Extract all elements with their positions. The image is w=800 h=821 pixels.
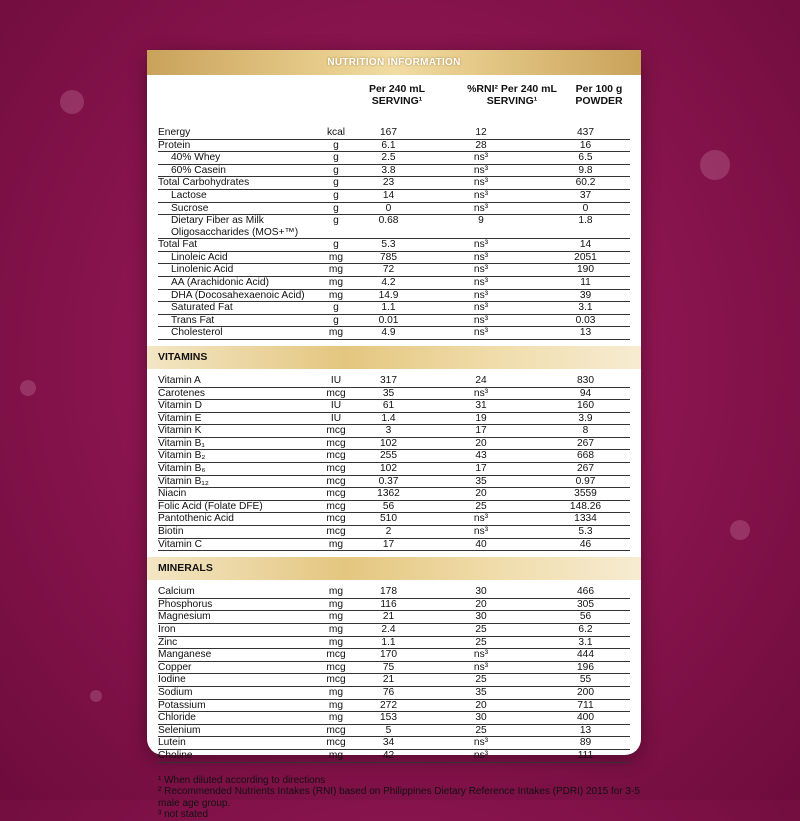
table-row [158, 400, 630, 413]
nutrient-unit: mcg [326, 437, 346, 449]
value-per-100g: 160 [577, 400, 594, 412]
table-row [158, 413, 630, 426]
column-header-per-serving [357, 83, 437, 107]
nutrient-name: 40% Whey [171, 152, 221, 164]
value-per-100g: 2051 [574, 251, 597, 263]
value-per-100g: 1.8 [578, 215, 593, 227]
value-per-100g: 8 [582, 425, 589, 437]
value-per-100g: 11 [580, 276, 591, 288]
nutrient-name: Phosphorus [158, 598, 213, 610]
value-rni: ns³ [473, 152, 489, 164]
nutrient-name: Biotin [158, 526, 184, 538]
value-rni: 20 [475, 699, 487, 711]
value-per-serving: 4.9 [381, 327, 396, 339]
column-header-line: %RNI² Per 240 mL [467, 83, 557, 95]
table-row [158, 476, 630, 489]
nutrient-name: Vitamin A [158, 374, 201, 386]
value-per-100g: 6.2 [578, 624, 593, 635]
nutrient-unit: g [333, 177, 339, 189]
table-row [158, 700, 630, 713]
value-rni: ns³ [473, 327, 489, 339]
value-per-100g: 0.03 [575, 314, 596, 326]
value-per-100g: 56 [579, 611, 592, 623]
value-per-serving: 56 [382, 500, 395, 512]
table-row [158, 302, 630, 315]
nutrient-unit: mcg [326, 724, 346, 736]
background-sparkle [730, 520, 750, 540]
nutrient-name: Total Carbohydrates [158, 177, 250, 189]
value-per-serving: 0.37 [378, 475, 399, 487]
value-rni: ns³ [473, 289, 489, 301]
value-rni: 25 [475, 724, 487, 736]
column-header-line: Per 240 mL [368, 83, 426, 95]
value-per-serving: 23 [382, 177, 395, 189]
column-header-line: SERVING¹ [371, 95, 423, 107]
table-row [158, 438, 630, 451]
nutrient-unit: mg [328, 586, 344, 598]
nutrient-name: AA (Arachidonic Acid) [171, 276, 269, 288]
value-rni: ns³ [473, 276, 489, 288]
value-per-100g: 39 [579, 289, 592, 301]
value-rni: ns³ [473, 737, 489, 749]
value-per-serving: 61 [382, 400, 395, 412]
nutrient-name: Total Fat [158, 239, 198, 251]
value-rni: 20 [475, 437, 487, 449]
table-row [158, 264, 630, 277]
table-row [158, 712, 630, 725]
nutrient-unit: mg [328, 251, 344, 263]
value-rni: ns³ [473, 649, 489, 661]
nutrient-unit: mg [328, 276, 344, 288]
nutrient-name: Vitamin D [158, 400, 202, 412]
nutrient-name: Vitamin E [158, 412, 202, 424]
value-per-serving: 0 [385, 202, 392, 214]
table-row [158, 611, 630, 624]
value-per-serving: 6.1 [381, 139, 396, 151]
value-per-serving: 167 [380, 127, 397, 138]
value-per-serving: 1.1 [381, 302, 396, 314]
value-per-serving: 0.01 [378, 314, 399, 326]
value-per-serving: 35 [382, 387, 395, 399]
value-per-serving: 0.68 [378, 215, 399, 227]
value-per-serving: 17 [382, 538, 395, 550]
value-rni: ns³ [473, 177, 489, 189]
nutrient-unit: g [333, 215, 339, 227]
value-per-100g: 89 [579, 737, 592, 749]
column-header-per-100g [557, 83, 641, 107]
value-per-100g: 60.2 [575, 177, 596, 189]
nutrient-unit: mg [328, 289, 344, 301]
nutrient-name: Lutein [158, 737, 186, 749]
value-per-100g: 196 [577, 661, 594, 673]
value-rni: ns³ [473, 264, 489, 276]
column-header-line: POWDER [575, 95, 623, 107]
nutrient-name: Niacin [158, 488, 187, 500]
value-per-serving: 21 [382, 611, 395, 623]
value-per-serving: 4.2 [381, 276, 396, 288]
table-row [158, 375, 630, 388]
value-rni: 25 [475, 636, 487, 648]
value-per-serving: 153 [380, 712, 397, 724]
value-per-100g: 3.1 [578, 302, 593, 314]
table-row [158, 737, 630, 750]
table-row [158, 140, 630, 153]
nutrient-name: Copper [158, 661, 192, 673]
nutrient-unit: mcg [326, 737, 346, 749]
nutrient-unit: mcg [326, 661, 346, 673]
value-per-serving: 510 [380, 513, 397, 525]
table-row [158, 252, 630, 265]
value-per-serving: 317 [380, 374, 397, 386]
nutrient-name: Chloride [158, 712, 196, 724]
nutrient-unit: mg [328, 686, 344, 698]
nutrient-unit: mg [328, 327, 344, 339]
value-rni: ns³ [473, 164, 489, 176]
value-per-100g: 3.1 [578, 636, 593, 648]
nutrient-unit: mg [328, 636, 344, 648]
value-per-100g: 3.9 [578, 412, 593, 424]
column-header-rni [457, 83, 567, 107]
value-per-100g: 267 [577, 463, 594, 475]
nutrient-unit: mcg [326, 674, 346, 686]
value-per-serving: 14 [382, 189, 395, 201]
nutrient-unit: g [333, 239, 339, 251]
nutrient-unit: mcg [326, 387, 346, 399]
table-row [158, 687, 630, 700]
value-per-100g: 94 [579, 387, 592, 399]
background-sparkle [20, 380, 36, 396]
value-per-serving: 102 [380, 463, 397, 475]
value-per-100g: 267 [577, 437, 594, 449]
value-rni: ns³ [473, 526, 489, 538]
value-rni: 24 [475, 374, 487, 386]
value-rni: ns³ [473, 202, 489, 214]
value-per-serving: 3 [385, 425, 392, 437]
value-rni: 12 [475, 127, 487, 138]
nutrient-unit: mg [328, 264, 344, 276]
footnote: ² Recommended Nutrients Intakes (RNI) based on Philippines Dietary Reference Intakes (PDRI) 2015 for 3-5 male age group. [158, 786, 640, 809]
value-per-serving: 272 [380, 699, 397, 711]
nutrient-unit: IU [330, 400, 342, 412]
value-rni: 17 [475, 463, 487, 475]
value-per-100g: 3559 [574, 488, 597, 500]
table-row [158, 165, 630, 178]
nutrient-name: Saturated Fat [171, 302, 233, 314]
value-per-100g: 668 [577, 450, 594, 462]
nutrient-unit: mg [328, 624, 344, 635]
nutrient-name: Sodium [158, 686, 193, 698]
nutrient-unit: mg [328, 749, 344, 761]
value-per-100g: 400 [577, 712, 594, 724]
value-per-serving: 178 [380, 586, 397, 598]
table-row [158, 450, 630, 463]
value-per-100g: 13 [579, 327, 592, 339]
value-rni: ns³ [473, 314, 489, 326]
nutrient-unit: g [333, 314, 339, 326]
table-row [158, 327, 630, 340]
nutrient-unit: mcg [326, 526, 346, 538]
value-per-100g: 46 [579, 538, 592, 550]
value-per-serving: 34 [382, 737, 395, 749]
table-row [158, 290, 630, 303]
nutrient-name: Linoleic Acid [171, 251, 228, 263]
value-per-100g: 148.26 [569, 500, 602, 512]
value-per-serving: 21 [382, 674, 395, 686]
value-per-100g: 13 [579, 724, 592, 736]
nutrient-name: Trans Fat [171, 314, 215, 326]
table-row [158, 388, 630, 401]
table-row [158, 501, 630, 514]
nutrient-name: Carotenes [158, 387, 206, 399]
value-per-serving: 1.1 [381, 636, 396, 648]
value-rni: ns³ [473, 513, 489, 525]
background-sparkle [60, 90, 84, 114]
nutrient-name: Potassium [158, 699, 206, 711]
nutrient-name: Linolenic Acid [171, 264, 234, 276]
nutrient-name: Protein [158, 139, 191, 151]
value-rni: ns³ [473, 189, 489, 201]
value-per-100g: 111 [577, 749, 594, 761]
value-per-100g: 437 [577, 127, 594, 138]
value-per-100g: 711 [577, 699, 594, 711]
value-per-serving: 1362 [377, 488, 400, 500]
nutrient-unit: g [333, 202, 339, 214]
value-rni: 30 [475, 586, 487, 598]
table-row [158, 624, 630, 637]
nutrient-unit: mg [328, 598, 344, 610]
nutrient-unit: IU [330, 412, 342, 424]
background-sparkle [700, 150, 730, 180]
table-row [158, 526, 630, 539]
section-minerals: MINERALS [147, 557, 641, 580]
section-vitamins: VITAMINS [147, 346, 641, 369]
table-row [158, 599, 630, 612]
table-row [158, 203, 630, 216]
nutrient-name: Vitamin B₁₂ [158, 475, 209, 487]
nutrient-name: Zinc [158, 636, 178, 648]
nutrient-unit: mcg [326, 649, 346, 661]
value-rni: ns³ [473, 387, 489, 399]
value-per-serving: 1.4 [381, 412, 396, 424]
value-per-100g: 16 [579, 139, 592, 151]
value-rni: 30 [475, 712, 487, 724]
nutrient-unit: mcg [326, 513, 346, 525]
value-per-100g: 1334 [574, 513, 597, 525]
value-per-100g: 0 [582, 202, 589, 214]
nutrient-unit: g [333, 139, 339, 151]
nutrient-name: Calcium [158, 586, 195, 598]
value-per-100g: 830 [577, 374, 594, 386]
value-per-100g: 200 [577, 686, 594, 698]
table-row [158, 152, 630, 165]
nutrient-name: Vitamin B₆ [158, 463, 206, 475]
value-per-100g: 5.3 [578, 526, 593, 538]
nutrient-name: Vitamin K [158, 425, 202, 437]
value-per-serving: 2.4 [381, 624, 396, 635]
vitamin-table [147, 375, 641, 551]
table-row [158, 750, 630, 763]
value-per-100g: 6.5 [578, 152, 593, 164]
table-row [158, 190, 630, 203]
value-rni: 28 [475, 139, 487, 151]
nutrient-name: Cholesterol [171, 327, 223, 339]
value-per-serving: 116 [380, 598, 397, 610]
value-rni: 31 [475, 400, 487, 412]
value-rni: 9 [478, 215, 484, 227]
nutrient-name: Pantothenic Acid [158, 513, 234, 525]
value-rni: 20 [475, 488, 487, 500]
table-row [158, 586, 630, 599]
nutrient-unit: mcg [326, 488, 346, 500]
nutrient-unit: g [333, 164, 339, 176]
value-per-100g: 9.8 [578, 164, 593, 176]
table-row [158, 215, 630, 239]
value-per-100g: 466 [577, 586, 594, 598]
nutrient-name: Iodine [158, 674, 186, 686]
nutrient-name: Energy [158, 127, 191, 138]
table-row [158, 463, 630, 476]
nutrient-name: DHA (Docosahexaenoic Acid) [171, 289, 305, 301]
nutrient-name: Folic Acid (Folate DFE) [158, 500, 263, 512]
nutrient-unit: mg [328, 538, 344, 550]
value-rni: 40 [475, 538, 487, 550]
table-row [158, 649, 630, 662]
nutrient-unit: mg [328, 699, 344, 711]
value-per-serving: 75 [382, 661, 395, 673]
nutrient-unit: mg [328, 611, 344, 623]
value-per-serving: 5.3 [381, 239, 396, 251]
value-rni: ns³ [473, 239, 489, 251]
nutrient-unit: g [333, 302, 339, 314]
value-per-serving: 5 [385, 724, 392, 736]
nutrient-unit: mcg [326, 463, 346, 475]
nutrient-name: Iron [158, 624, 176, 635]
table-row [158, 488, 630, 501]
nutrient-name: 60% Casein [171, 164, 226, 176]
table-row [158, 674, 630, 687]
table-row [158, 127, 630, 140]
column-headers [147, 75, 641, 127]
nutrient-unit: mcg [326, 475, 346, 487]
value-rni: 30 [475, 611, 487, 623]
nutrient-name: Manganese [158, 649, 212, 661]
card-title: NUTRITION INFORMATION [147, 50, 641, 75]
table-row [158, 725, 630, 738]
nutrient-unit: mcg [326, 450, 346, 462]
footnote: ³ not stated [158, 809, 209, 821]
nutrition-card [147, 50, 641, 821]
value-per-serving: 2 [385, 526, 392, 538]
value-rni: 17 [475, 425, 487, 437]
value-per-serving: 14.9 [378, 289, 399, 301]
value-rni: 20 [475, 598, 487, 610]
nutrient-unit: g [333, 152, 339, 164]
table-row [158, 539, 630, 552]
value-per-serving: 102 [380, 437, 397, 449]
value-per-serving: 72 [382, 264, 395, 276]
nutrient-table [147, 127, 641, 340]
table-row [158, 637, 630, 650]
nutrient-name: Selenium [158, 724, 201, 736]
nutrient-name: Dietary Fiber as Milk Oligosaccharides (MOS+™) [171, 215, 299, 238]
nutrient-name: Lactose [171, 189, 207, 201]
nutrient-name: Vitamin B₁ [158, 437, 205, 449]
value-rni: 35 [475, 475, 487, 487]
value-per-100g: 444 [577, 649, 594, 661]
value-per-serving: 170 [380, 649, 397, 661]
value-per-serving: 785 [380, 251, 397, 263]
nutrient-unit: mcg [326, 425, 346, 437]
value-rni: 25 [475, 674, 487, 686]
value-rni: 25 [475, 624, 487, 635]
column-header-line: SERVING¹ [486, 95, 538, 107]
value-per-100g: 190 [577, 264, 594, 276]
value-rni: ns³ [473, 251, 489, 263]
nutrient-unit: g [333, 189, 339, 201]
value-per-100g: 14 [579, 239, 592, 251]
value-per-100g: 37 [579, 189, 592, 201]
table-row [158, 513, 630, 526]
value-per-serving: 3.8 [381, 164, 396, 176]
value-rni: ns³ [473, 302, 489, 314]
mineral-table [147, 586, 641, 762]
table-row [158, 277, 630, 290]
nutrient-name: Sucrose [171, 202, 209, 214]
value-rni: ns³ [473, 749, 489, 761]
value-per-serving: 255 [380, 450, 397, 462]
nutrient-unit: IU [330, 374, 342, 386]
value-per-serving: 76 [382, 686, 395, 698]
nutrient-unit: kcal [326, 127, 346, 138]
nutrient-name: Vitamin B₂ [158, 450, 206, 462]
table-row [158, 662, 630, 675]
value-rni: 43 [475, 450, 487, 462]
table-row [158, 315, 630, 328]
nutrient-name: Choline [158, 749, 193, 761]
table-row [158, 177, 630, 190]
value-rni: 25 [475, 500, 487, 512]
column-header-line: Per 100 g [575, 83, 623, 95]
value-per-serving: 2.5 [381, 152, 396, 164]
value-per-100g: 55 [579, 674, 592, 686]
value-per-100g: 305 [577, 598, 594, 610]
background-sparkle [90, 690, 102, 702]
nutrient-unit: mg [328, 712, 344, 724]
nutrient-unit: mcg [326, 500, 346, 512]
footnotes [147, 763, 641, 821]
value-rni: 35 [475, 686, 487, 698]
footnote: ¹ When diluted according to directions [158, 774, 326, 786]
value-rni: ns³ [473, 661, 489, 673]
value-rni: 19 [475, 412, 487, 424]
value-per-100g: 0.97 [575, 475, 596, 487]
table-row [158, 239, 630, 252]
value-per-serving: 42 [382, 749, 395, 761]
nutrient-name: Magnesium [158, 611, 211, 623]
nutrient-name: Vitamin C [158, 538, 202, 550]
table-row [158, 425, 630, 438]
